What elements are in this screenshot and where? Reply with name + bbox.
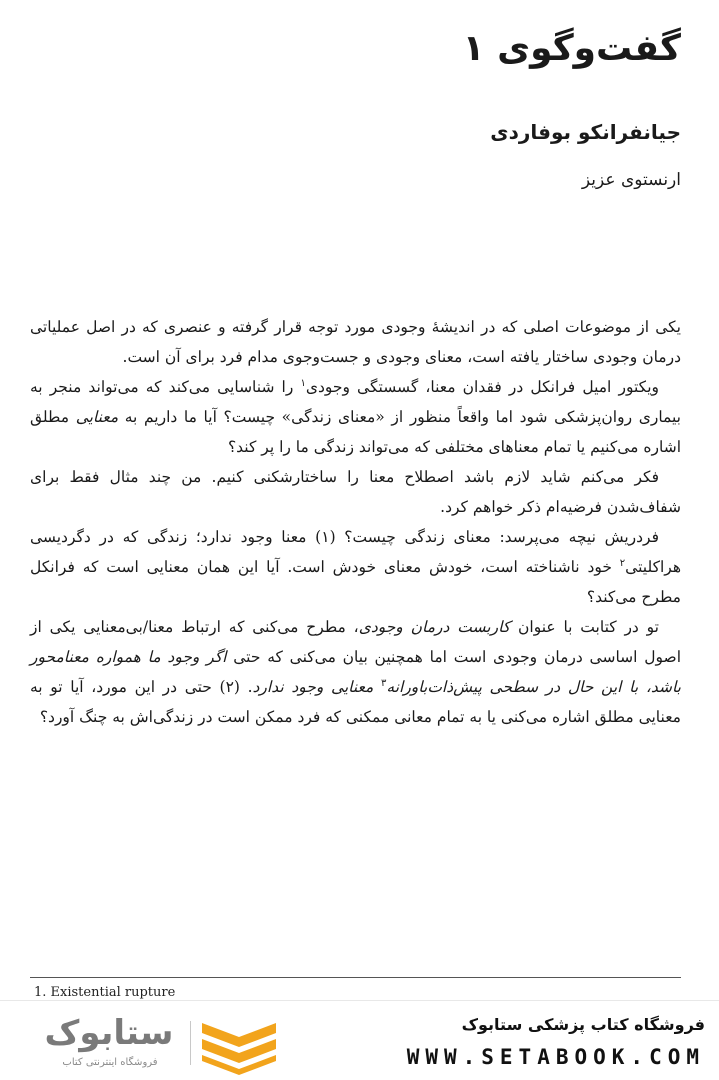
store-name: فروشگاه کتاب پزشکی ستابوک	[461, 1015, 705, 1034]
body-text	[30, 312, 681, 732]
logo-tagline: فروشگاه اینترنتی کتاب	[62, 1057, 158, 1068]
footnote-divider	[30, 977, 681, 978]
paragraph-4	[30, 522, 681, 612]
paragraph-3-text: فکر می‌کنم شاید لازم باشد اصطلاح معنا را ساختارشکنی کنیم. من چند مثال فقط برای شفاف‌شدن فرضیه‌ام ذکر خواهم کرد.	[30, 468, 681, 516]
paragraph-4-text-b: خود ناشناخته است، خودش معنای خودش است. آیا این همان معنایی است که فرانکل مطرح می‌کند؟	[30, 558, 681, 606]
paragraph-3	[30, 462, 681, 522]
logo-divider	[190, 1021, 191, 1065]
quote-emphasis: اگر وجود ما همواره معنامحور باشد، با این حال در سطحی پیش‌ذات‌باورانه	[30, 648, 681, 696]
logo-wordmark: ستابوک	[44, 1013, 174, 1053]
paragraph-5	[30, 612, 681, 732]
paragraph-5-text-a: تو در کتابت با عنوان	[510, 618, 659, 636]
paragraph-1	[30, 312, 681, 372]
interviewee-name: جیانفرانکو بوفاردی	[490, 120, 681, 144]
paragraph-2-text-a: ویکتور امیل فرانکل در فقدان معنا، گسستگی وجودی	[305, 378, 659, 396]
store-url-link[interactable]: WWW.SETABOOK.COM	[406, 1045, 705, 1069]
paragraph-5-text-b: ، مطرح می‌کنی که ارتباط معنا/بی‌معنایی یکی از اصول اساسی درمان وجودی است اما همچنین بیان می‌کنی که حتی	[30, 618, 681, 666]
paragraph-5-text-c: . (۲) حتی در این مورد، آیا تو به معنایی مطلق اشاره می‌کنی یا به تمام معانی ممکنی که فرد ممکن است در زندگی‌اش به چنگ آورد؟	[30, 678, 681, 726]
store-banner[interactable]	[0, 1000, 719, 1080]
paragraph-4-text-a: فردریش نیچه می‌پرسد: معنای زندگی چیست؟ (۱) معنا وجود ندارد؛ زندگی که در دگردیسی هراکلیتی	[30, 528, 681, 576]
footnote-ref-2: ۲	[619, 557, 626, 569]
footnote-ref-1: ۱	[300, 377, 306, 389]
layered-chevron-logo-icon	[196, 1017, 282, 1075]
quote-emphasis-end: معنایی وجود ندارد	[252, 678, 382, 696]
chapter-title: گفت‌وگوی ۱	[462, 28, 681, 69]
paragraph-2-text-c: مطلق اشاره می‌کنیم یا تمام معناهای مختلفی که می‌تواند زندگی ما را پر کند؟	[30, 408, 681, 456]
paragraph-2-text-b: را شناسایی می‌کند که می‌تواند منجر به بیماری روان‌پزشکی شود اما واقعاً منظور از «معنای زندگی» چیست؟ آیا ما داریم به	[30, 378, 681, 426]
paragraph-2-emphasis: معنایی	[75, 408, 119, 426]
footnote-ref-3: ۳	[381, 677, 387, 689]
book-title-emphasis: کاربست درمان وجودی	[358, 618, 511, 636]
paragraph-2	[30, 372, 681, 462]
paragraph-1-text: یکی از موضوعات اصلی که در اندیشهٔ وجودی مورد توجه قرار گرفته و عنصری که در اصل عملیاتی درمان وجودی ساختار یافته است، معنای وجودی و جست‌وجوی مدام فرد برای آن است.	[30, 318, 681, 366]
salutation: ارنستوی عزیز	[581, 170, 681, 190]
footnote: 1. Existential rupture	[34, 985, 176, 1000]
